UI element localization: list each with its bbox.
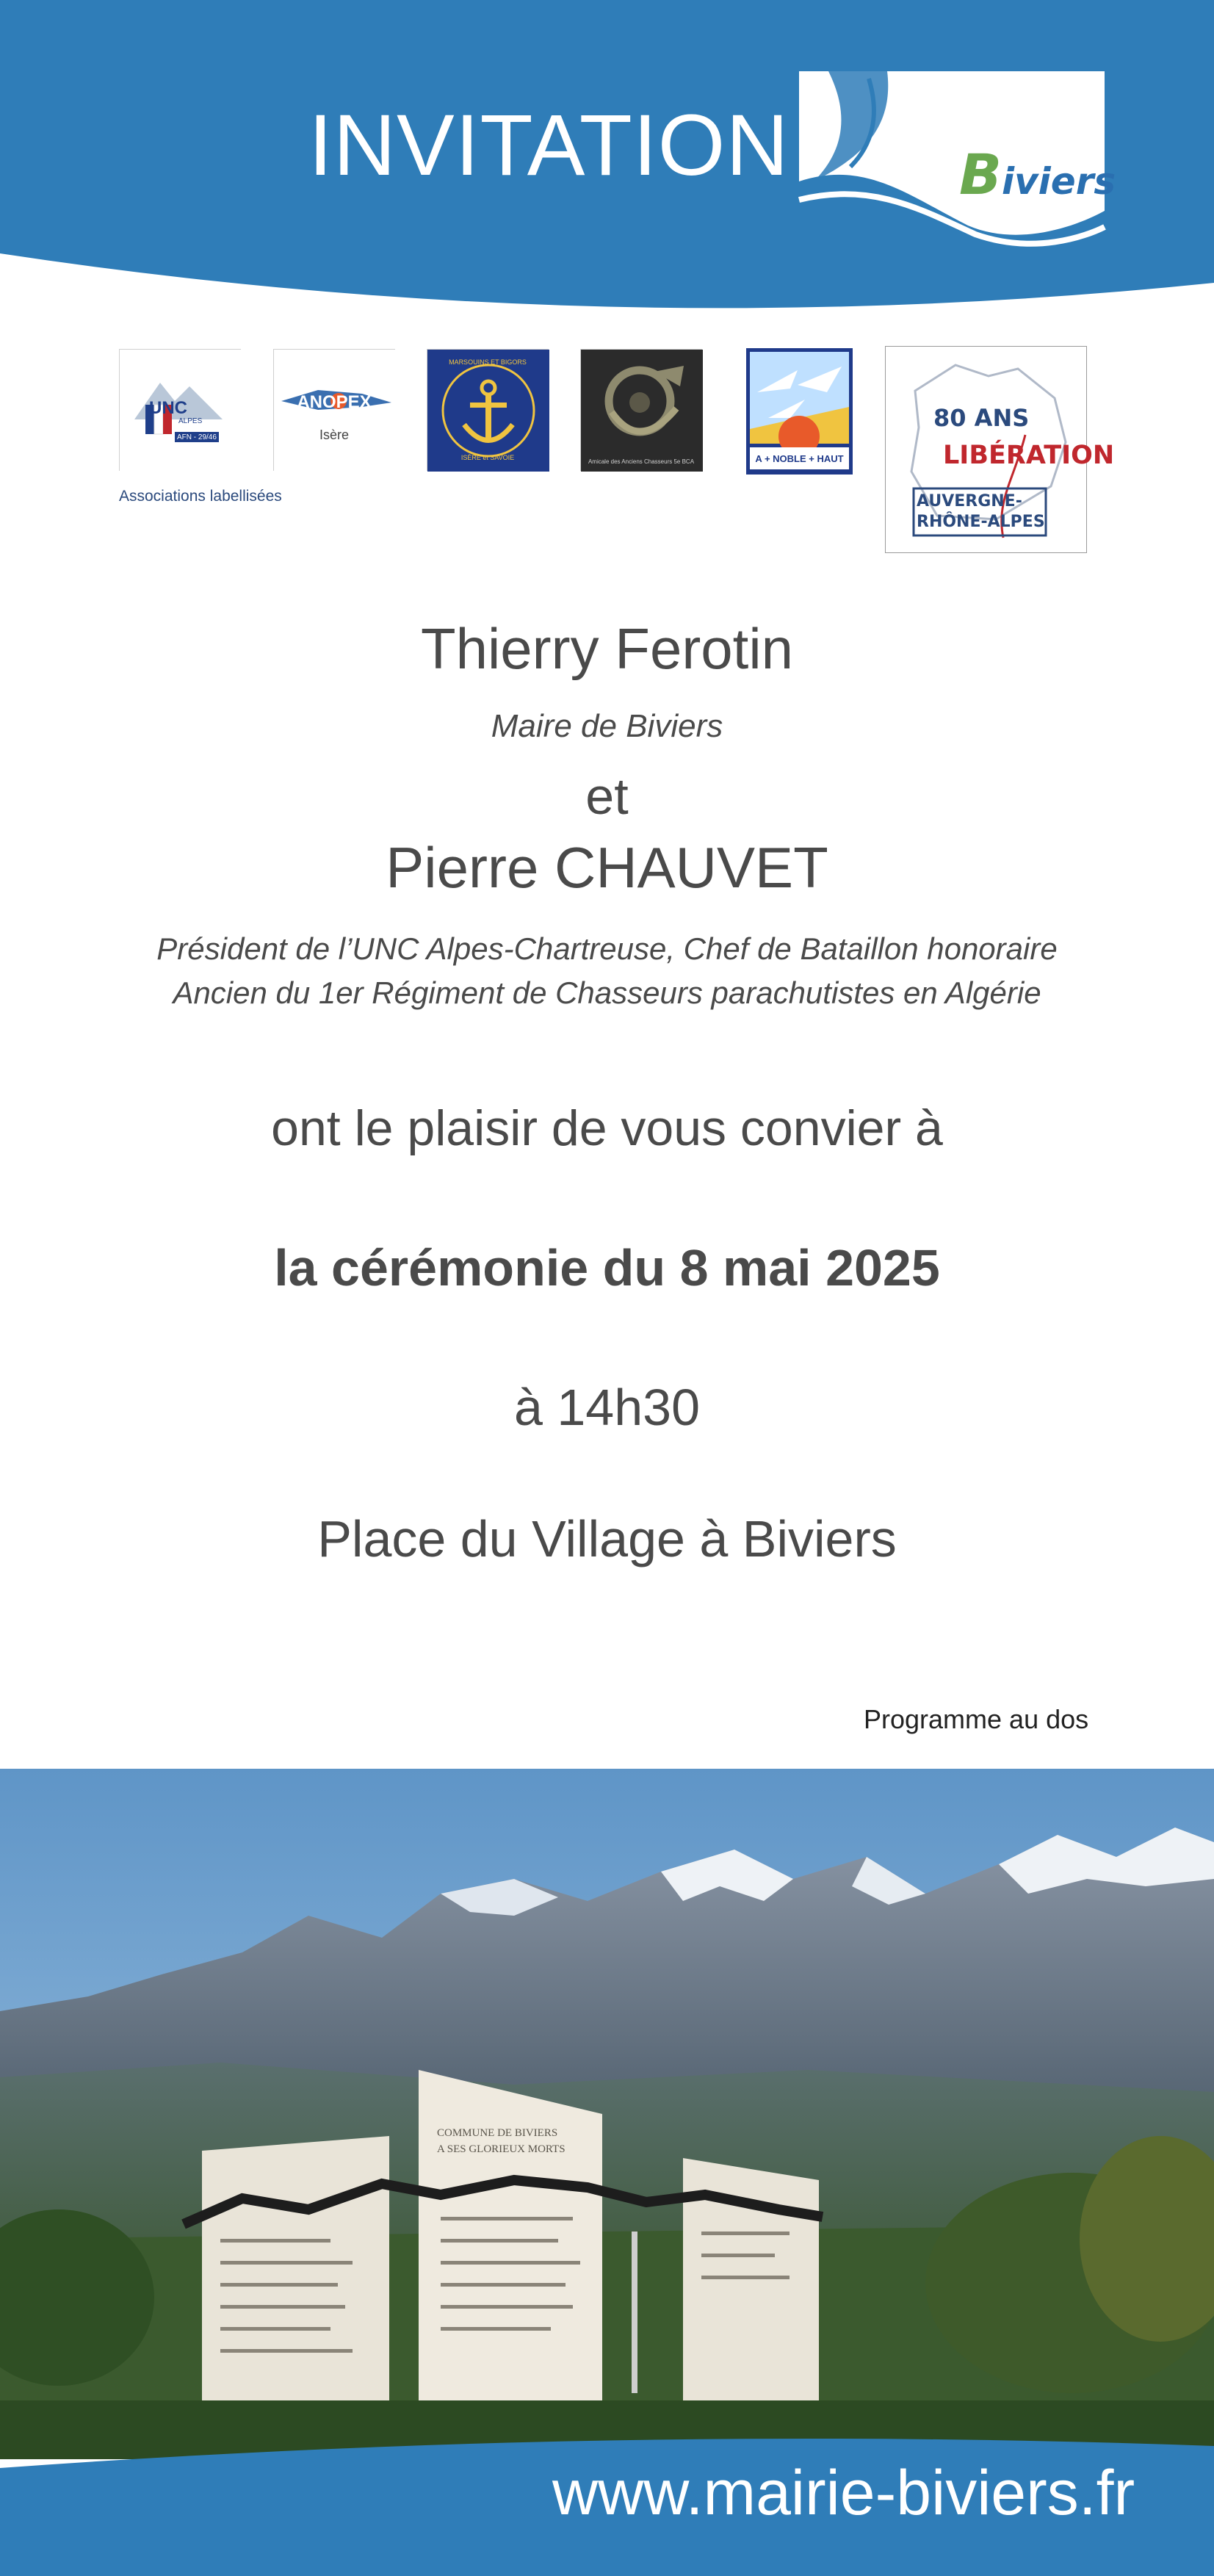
chasseurs-caption: Amicale des Anciens Chasseurs 5e BCA (588, 458, 695, 465)
host1-role: Maire de Biviers (491, 708, 723, 744)
badge-region-line1: AUVERGNE- (917, 492, 1022, 510)
host2-role-line2: Ancien du 1er Régiment de Chasseurs parachutistes en Algérie (173, 975, 1041, 1010)
biviers-logo-text: Biviers (959, 142, 1116, 207)
unc-text: UNC (149, 398, 187, 418)
biviers-logo (799, 71, 1116, 240)
anopex-text: ANOPEX (297, 392, 372, 412)
monument-title-line2: A SES GLORIEUX MORTS (437, 2143, 566, 2155)
unc-alpes-logo (119, 349, 241, 471)
associations-caption: Associations labellisées (119, 488, 282, 505)
80-ans-liberation-badge (885, 346, 1115, 553)
invite-text: ont le plaisir de vous convier à (271, 1100, 943, 1156)
anopex-sub: Isère (319, 427, 350, 442)
event-time: à 14h30 (513, 1379, 701, 1436)
badge-liberation: LIBÉRATION (943, 441, 1115, 470)
host1-name: Thierry Ferotin (420, 616, 794, 681)
a-noble-haut-logo (746, 348, 853, 475)
programme-note: Programme au dos (864, 1704, 1089, 1734)
chasseurs-logo (580, 349, 702, 471)
unc-sub: ALPES (178, 417, 203, 425)
monument-title-line1: COMMUNE DE BIVIERS (437, 2127, 558, 2139)
a-noble-haut-text: A + NOBLE + HAUT (755, 453, 844, 464)
marsouins-top-text: MARSOUINS ET BIGORS (449, 358, 527, 366)
badge-80-ans: 80 ANS (933, 404, 1030, 432)
host2-role-line1: Président de l’UNC Alpes-Chartreuse, Chef de Bataillon honoraire (156, 931, 1058, 966)
event-place: Place du Village à Biviers (317, 1510, 897, 1567)
invitation-title: INVITATION (308, 97, 790, 194)
event-title: la cérémonie du 8 mai 2025 (274, 1239, 940, 1296)
marsouins-bottom-text: ISÈRE et SAVOIE (460, 454, 515, 461)
marsouins-bigors-logo (427, 349, 549, 471)
monument-mountain-photo (0, 1769, 1214, 2459)
host2-name: Pierre CHAUVET (386, 835, 828, 900)
anopex-logo (273, 349, 395, 471)
unc-code: AFN - 29/46 (177, 433, 217, 441)
conjunction: et (585, 768, 629, 825)
badge-region-line2: RHÔNE-ALPES (917, 513, 1045, 531)
website-link[interactable]: www.mairie-biviers.fr (552, 2458, 1135, 2528)
